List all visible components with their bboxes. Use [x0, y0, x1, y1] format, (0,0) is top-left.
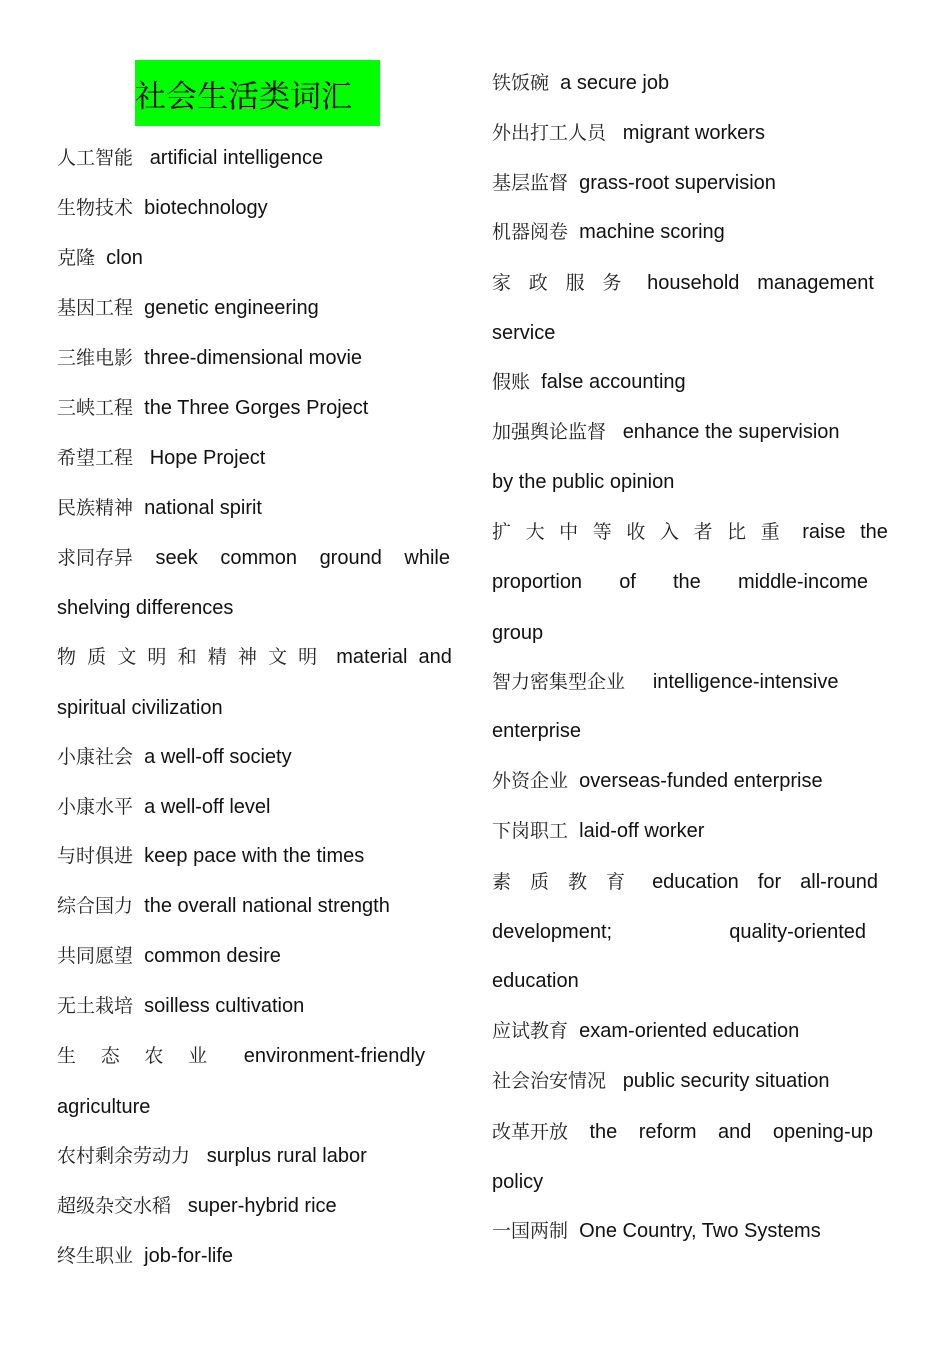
term-entry — [57, 195, 268, 221]
term-cn-char: 大 — [525, 521, 545, 543]
term-cn-char: 扩 — [492, 521, 512, 543]
term-en: soilless cultivation — [144, 995, 305, 1017]
term-cn: 小康社会 — [57, 746, 134, 768]
term-entry — [492, 120, 765, 146]
term-cn-char: 生 — [57, 1045, 77, 1067]
term-cn-char: 教 — [568, 871, 588, 893]
term-en: the overall national strength — [144, 895, 390, 917]
term-entry — [57, 744, 292, 770]
term-cn: 智力密集型企业 — [492, 671, 626, 693]
term-en: the Three Gorges Project — [144, 397, 369, 419]
term-en: Hope Project — [149, 447, 266, 469]
term-cn-char: 精 — [207, 646, 227, 668]
term-en-word: reform — [638, 1121, 697, 1143]
term-cn: 三维电影 — [57, 347, 134, 369]
term-entry — [57, 495, 262, 521]
term-cn-char: 收 — [626, 521, 646, 543]
term-entry — [57, 893, 390, 919]
term-entry — [57, 1043, 425, 1069]
term-en-word: the — [860, 521, 888, 543]
term-entry — [492, 270, 874, 296]
term-cn: 小康水平 — [57, 796, 134, 818]
term-en: clon — [106, 247, 143, 269]
term-en: national spirit — [144, 497, 262, 519]
term-cn-char: 素 — [492, 871, 512, 893]
term-cn: 求同存异 — [57, 547, 134, 569]
term-en: environment-friendly — [243, 1045, 425, 1067]
term-entry — [57, 245, 143, 271]
term-entry — [492, 219, 725, 245]
term-en: enterprise — [492, 720, 581, 742]
term-en-word: seek — [155, 547, 198, 569]
term-entry — [57, 1193, 337, 1219]
term-entry — [57, 794, 271, 820]
term-cn: 三峡工程 — [57, 397, 134, 419]
term-en: shelving differences — [57, 597, 234, 619]
term-cn-char: 神 — [237, 646, 257, 668]
term-en-word: opening-up — [772, 1121, 873, 1143]
term-cn: 农村剩余劳动力 — [57, 1145, 191, 1167]
term-entry — [57, 993, 304, 1019]
term-en: false accounting — [541, 371, 686, 393]
term-cn-char: 等 — [592, 521, 612, 543]
term-cn-char: 业 — [188, 1045, 208, 1067]
term-en: education — [492, 970, 579, 992]
term-cn: 共同愿望 — [57, 945, 134, 967]
term-en: biotechnology — [144, 197, 268, 219]
term-cn-char: 明 — [298, 646, 318, 668]
term-en: intelligence-intensive — [652, 671, 839, 693]
term-entry — [57, 843, 364, 869]
term-entry — [492, 818, 704, 844]
term-en-word: the — [589, 1121, 618, 1143]
term-continuation — [57, 1094, 150, 1120]
term-cn-char: 态 — [100, 1045, 120, 1067]
term-en-word: and — [418, 646, 452, 668]
term-en: migrant workers — [622, 122, 765, 144]
term-cn-char: 文 — [117, 646, 137, 668]
term-cn: 改革开放 — [492, 1121, 569, 1143]
term-cn-char: 务 — [602, 272, 622, 294]
term-entry — [492, 170, 776, 196]
term-en: One Country, Two Systems — [579, 1220, 821, 1242]
term-cn-char: 中 — [559, 521, 579, 543]
term-continuation — [492, 1169, 543, 1195]
term-entry — [492, 1119, 873, 1145]
term-en-word: and — [718, 1121, 752, 1143]
term-cn: 人工智能 — [57, 147, 134, 169]
term-entry — [57, 395, 368, 421]
term-en: keep pace with the times — [144, 845, 365, 867]
term-cn-char: 农 — [144, 1045, 164, 1067]
term-cn-char: 服 — [565, 272, 585, 294]
term-en-word: while — [404, 547, 450, 569]
term-continuation — [57, 695, 223, 721]
term-entry — [492, 1018, 799, 1044]
term-cn: 与时俱进 — [57, 845, 134, 867]
term-en: enhance the supervision — [622, 421, 840, 443]
term-cn-char: 者 — [693, 521, 713, 543]
term-en: service — [492, 322, 556, 344]
term-entry — [57, 145, 323, 171]
term-entry — [492, 1218, 821, 1244]
term-cn: 超级杂交水稻 — [57, 1195, 172, 1217]
term-en: exam-oriented education — [579, 1020, 800, 1042]
term-en-word: household — [647, 272, 740, 294]
term-cn: 外资企业 — [492, 770, 569, 792]
term-entry — [492, 1068, 829, 1094]
term-continuation — [57, 595, 233, 621]
term-cn-char: 质 — [87, 646, 107, 668]
term-en-word: management — [757, 272, 874, 294]
term-en: grass-root supervision — [579, 172, 776, 194]
term-cn-char: 比 — [727, 521, 747, 543]
term-entry — [492, 70, 669, 96]
term-cn: 社会治安情况 — [492, 1070, 607, 1092]
term-en: machine scoring — [579, 221, 725, 243]
term-cn: 外出打工人员 — [492, 122, 607, 144]
term-cn: 基层监督 — [492, 172, 569, 194]
term-entry — [492, 869, 878, 895]
term-cn-char: 政 — [528, 272, 548, 294]
term-en: artificial intelligence — [149, 147, 324, 169]
term-entry — [57, 644, 452, 670]
term-cn-char: 质 — [530, 871, 550, 893]
term-en: common desire — [144, 945, 281, 967]
term-entry — [57, 1143, 367, 1169]
term-en: group — [492, 622, 544, 644]
term-en: spiritual civilization — [57, 697, 223, 719]
term-cn: 应试教育 — [492, 1020, 569, 1042]
term-cn: 铁饭碗 — [492, 72, 550, 94]
term-en-word: development; — [492, 921, 613, 943]
term-continuation — [492, 569, 868, 595]
term-cn: 终生职业 — [57, 1245, 134, 1267]
term-cn: 克隆 — [57, 247, 96, 269]
term-en-word: education — [652, 871, 739, 893]
term-cn: 加强舆论监督 — [492, 421, 607, 443]
term-entry — [492, 519, 888, 545]
term-continuation — [492, 620, 543, 646]
term-en: a well-off society — [144, 746, 292, 768]
term-continuation — [492, 469, 674, 495]
title-banner — [135, 60, 380, 126]
term-cn: 一国两制 — [492, 1220, 569, 1242]
term-entry — [492, 768, 823, 794]
page-title: 社会生活类词汇 — [135, 78, 352, 115]
term-cn: 假账 — [492, 371, 531, 393]
term-en-word: material — [336, 646, 408, 668]
term-en: laid-off worker — [579, 820, 705, 842]
term-cn: 无土栽培 — [57, 995, 134, 1017]
term-en: three-dimensional movie — [144, 347, 363, 369]
term-entry — [57, 943, 281, 969]
term-cn-char: 入 — [659, 521, 679, 543]
term-cn: 希望工程 — [57, 447, 134, 469]
term-en: agriculture — [57, 1096, 151, 1118]
term-cn-char: 重 — [760, 521, 780, 543]
term-entry — [57, 295, 319, 321]
term-cn-char: 家 — [492, 272, 512, 294]
term-en: a secure job — [560, 72, 670, 94]
term-entry — [492, 669, 838, 695]
term-en: a well-off level — [144, 796, 271, 818]
term-cn-char: 育 — [606, 871, 626, 893]
term-en: job-for-life — [144, 1245, 234, 1267]
term-en: by the public opinion — [492, 471, 675, 493]
term-cn-char: 明 — [147, 646, 167, 668]
term-en: genetic engineering — [144, 297, 319, 319]
term-en-word: common — [220, 547, 298, 569]
term-entry — [57, 345, 362, 371]
term-en-word: of — [619, 571, 636, 593]
term-en: surplus rural labor — [206, 1145, 367, 1167]
term-continuation — [492, 718, 581, 744]
term-continuation — [492, 968, 579, 994]
term-cn-char: 物 — [57, 646, 77, 668]
term-en: overseas-funded enterprise — [579, 770, 823, 792]
term-en: policy — [492, 1171, 544, 1193]
term-entry — [57, 545, 450, 571]
term-cn: 机器阅卷 — [492, 221, 569, 243]
term-cn-char: 文 — [267, 646, 287, 668]
term-en-word: raise — [802, 521, 846, 543]
term-en-word: proportion — [492, 571, 583, 593]
term-en-word: ground — [319, 547, 382, 569]
term-cn: 生物技术 — [57, 197, 134, 219]
term-cn: 下岗职工 — [492, 820, 569, 842]
term-en-word: for — [757, 871, 782, 893]
term-cn: 综合国力 — [57, 895, 134, 917]
term-en: public security situation — [622, 1070, 830, 1092]
term-en-word: the — [673, 571, 701, 593]
term-en-word: quality-oriented — [729, 921, 866, 943]
term-cn: 基因工程 — [57, 297, 134, 319]
term-entry — [57, 1243, 233, 1269]
term-continuation — [492, 320, 555, 346]
term-entry — [492, 419, 840, 445]
term-entry — [492, 369, 686, 395]
term-cn: 民族精神 — [57, 497, 134, 519]
term-continuation — [492, 919, 866, 945]
term-entry — [57, 445, 265, 471]
term-cn-char: 和 — [177, 646, 197, 668]
term-en: super-hybrid rice — [187, 1195, 337, 1217]
term-en-word: middle-income — [737, 571, 868, 593]
term-en-word: all-round — [800, 871, 878, 893]
